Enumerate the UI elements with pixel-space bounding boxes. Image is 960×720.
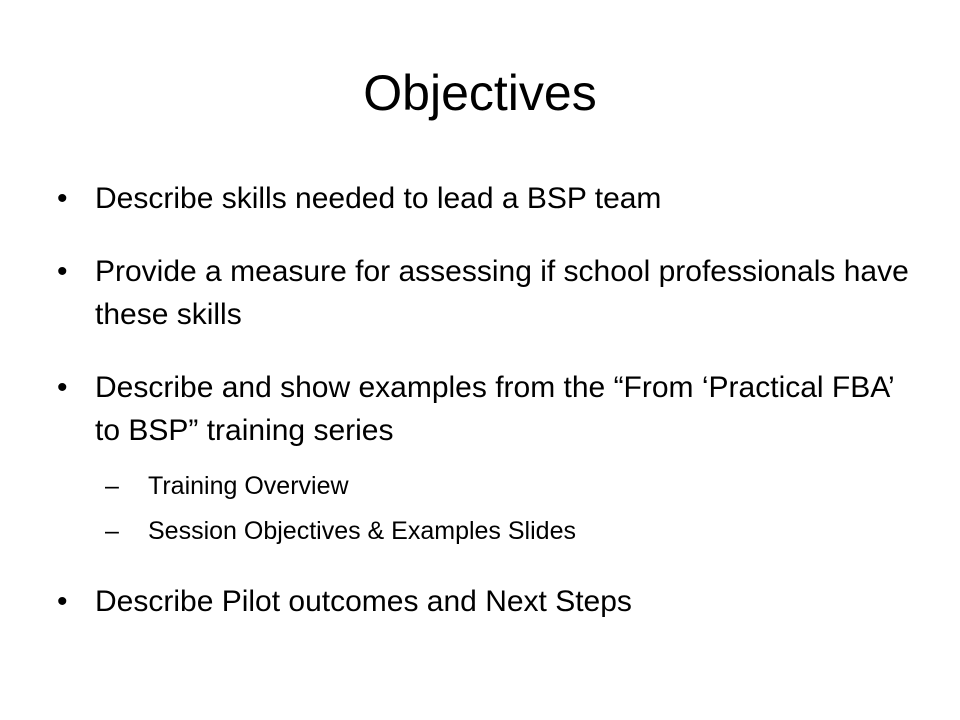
bullet-list [57, 177, 917, 653]
bullet-marker: • [57, 371, 68, 404]
bullet-item [57, 177, 917, 220]
bullet-marker: • [57, 585, 68, 618]
sub-bullet-item [105, 509, 917, 554]
bullet-item [57, 250, 917, 336]
sub-bullet-marker: – [105, 472, 119, 500]
sub-bullet-list [95, 464, 917, 554]
bullet-marker: • [57, 182, 68, 215]
sub-bullet-text: Session Objectives & Examples Slides [148, 517, 576, 545]
sub-bullet-marker: – [105, 517, 119, 545]
bullet-text: Provide a measure for assessing if school professionals have these skills [95, 255, 909, 331]
bullet-item [57, 366, 917, 554]
slide-title: Objectives [363, 65, 597, 121]
bullet-text: Describe and show examples from the “From ‘Practical FBA’ to BSP” training series [95, 371, 894, 447]
bullet-text: Describe Pilot outcomes and Next Steps [95, 585, 632, 618]
sub-bullet-item [105, 464, 917, 509]
bullet-item [57, 580, 917, 623]
bullet-marker: • [57, 255, 68, 288]
sub-bullet-text: Training Overview [148, 472, 349, 500]
bullet-text: Describe skills needed to lead a BSP team [95, 182, 662, 215]
